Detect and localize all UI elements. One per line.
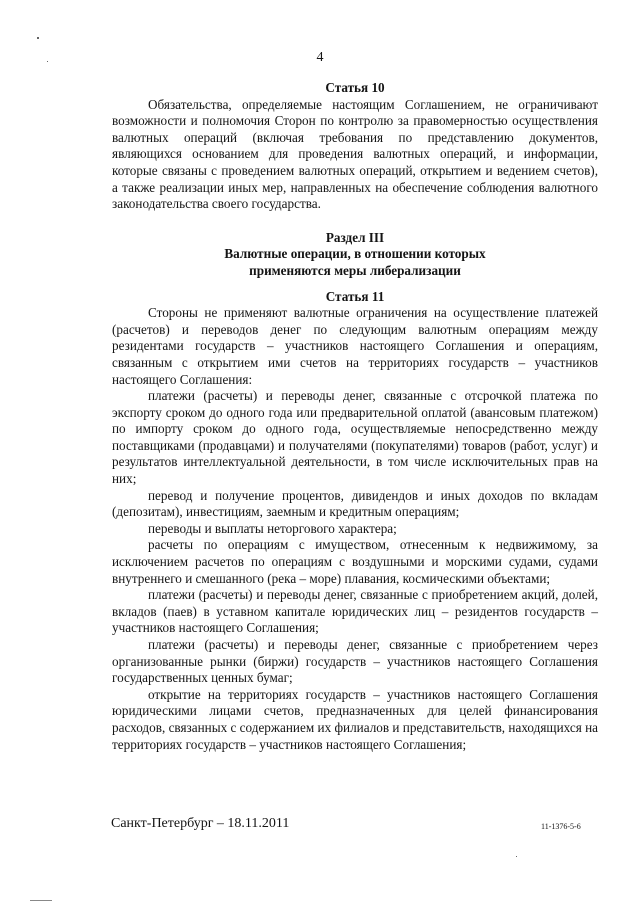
article-11-item: открытие на территориях государств – участников настоящего Соглашения юридическими лицами счетов, предназначенных для целей финансирования расходов, связанных с содержанием их филиалов и представительств, находящихся на территориях государств – участников настоящего Соглашения; xyxy=(112,686,598,752)
article-11-item: платежи (расчеты) и переводы денег, связанные с приобретением акций, долей, вкладов (паев) в уставном капитале юридических лиц – резидентов государств – участников настоящего Соглашения; xyxy=(112,587,598,636)
page-number: 4 xyxy=(316,50,324,65)
section-3-label: Раздел III xyxy=(325,229,385,245)
article-11-item: расчеты по операциям с имуществом, отнесенным к недвижимому, за исключением расчетов по операциям с воздушными и морскими судами, судами внутреннего и смешанного (река – море) плавания, космическими объектами; xyxy=(112,537,598,586)
section-3-title-line-1: Валютные операции, в отношении которых xyxy=(224,246,486,262)
footer-document-code: 11-1376-5-6 xyxy=(541,822,581,831)
article-10-text: Обязательства, определяемые настоящим Соглашением, не ограничивают возможности и полномочия Сторон по контролю за правомерностью осуществления валютных операций (включая требования по представлению документов, являющихся основанием для проведения валютных операций, и информации, которые связаны с проведением валютных операций, открытием и ведением счетов), а также реализации иных мер, направленных на обеспечение соблюдения валютного законодательства своего государства. xyxy=(112,96,598,212)
article-11-item: платежи (расчеты) и переводы денег, связанные с приобретением через организованные рынки (биржи) государств – участников настоящего Соглашения государственных ценных бумаг; xyxy=(112,637,598,686)
document-body xyxy=(112,80,598,753)
article-11-intro: Стороны не применяют валютные ограничения на осуществление платежей (расчетов) и переводов денег по следующим валютным операциям между резидентами государств – участников настоящего Соглашения и операциям, связанным с открытием ими счетов на территориях государств – участников настоящего Соглашения: xyxy=(112,305,598,387)
footer-city-date: Санкт-Петербург – 18.11.2011 xyxy=(111,816,290,831)
scan-speck xyxy=(37,37,39,39)
scan-speck xyxy=(516,856,517,857)
article-11-item: перевод и получение процентов, дивидендов и иных доходов по вкладам (депозитам), инвестициям, заемным и кредитным операциям; xyxy=(112,487,598,520)
article-10-title: Статья 10 xyxy=(325,80,385,95)
article-11-item: платежи (расчеты) и переводы денег, связанные с отсрочкой платежа по экспорту сроком до одного года или предварительной оплатой (авансовым платежом) по импорту сроком до одного года, осуществляемые непосредственно между поставщиками (продавцами) и получателями (покупателями) товаров (работ, услуг) и результатов интеллектуальной деятельности, в том числе исключительных прав на них; xyxy=(112,388,598,487)
section-3-title-line-2: применяются меры либерализации xyxy=(249,262,461,278)
scan-edge-mark xyxy=(30,900,52,901)
article-11-title: Статья 11 xyxy=(325,288,385,304)
article-11-item: переводы и выплаты неторгового характера; xyxy=(148,520,397,536)
